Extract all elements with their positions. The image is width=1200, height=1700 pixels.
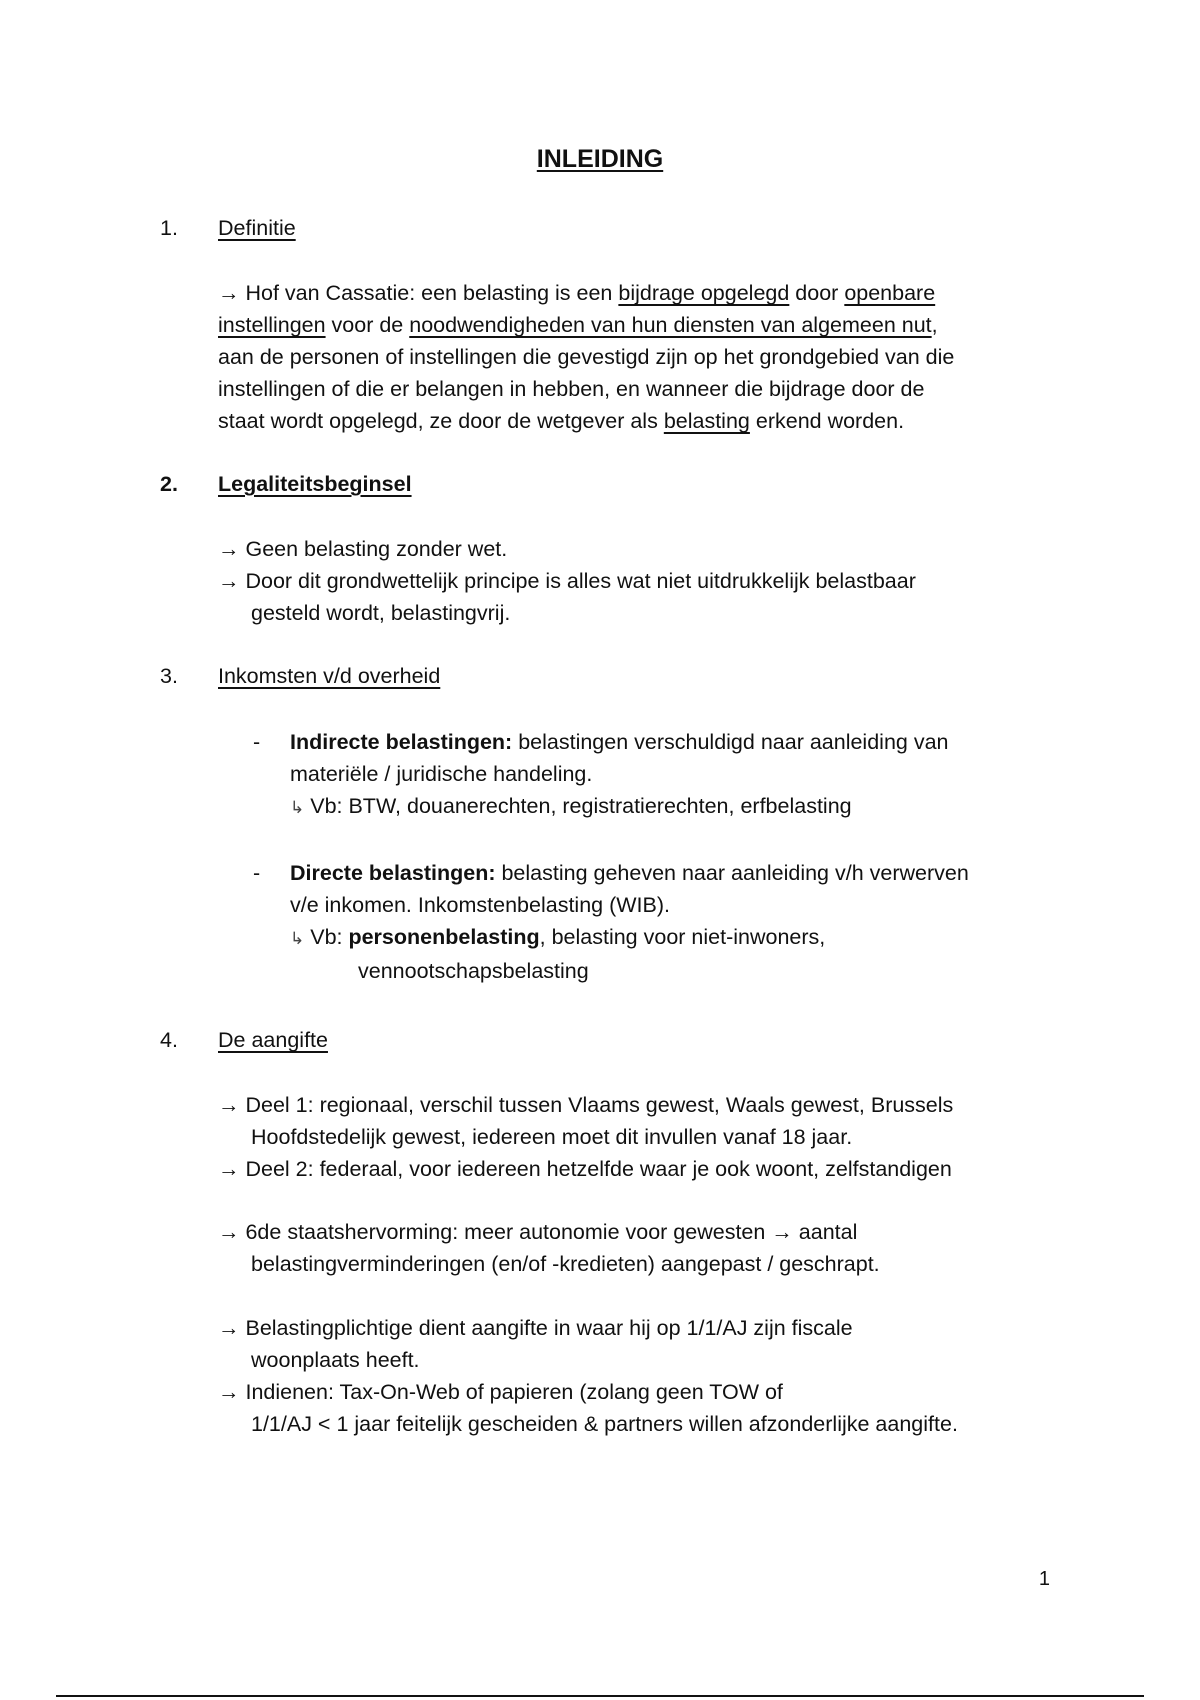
section-label: Definitie [218, 216, 296, 240]
list-item: → Deel 2: federaal, voor iedereen hetzelfde waar je ook woont, zelfstandigen [218, 1157, 952, 1181]
section-label: Legaliteitsbeginsel [218, 472, 412, 496]
list-item: → Geen belasting zonder wet. [218, 537, 508, 561]
bullet-line: Directe belastingen: belasting geheven naar aanleiding v/h verwerven [290, 861, 969, 885]
return-arrow-icon: ↳ [290, 929, 305, 948]
bullet-direct [253, 857, 1103, 997]
list-item-continuation: belastingverminderingen (en/of -kredieten) aangepast / geschrapt. [251, 1252, 880, 1276]
bullet-dash: - [253, 730, 261, 754]
bullet-indirect [253, 726, 1103, 836]
bullet-line: materiële / juridische handeling. [290, 762, 593, 786]
declaration-group-3 [218, 1312, 958, 1440]
list-item: → 6de staatshervorming: meer autonomie voor gewesten → aantal [218, 1220, 858, 1244]
example-line-continuation: vennootschapsbelasting [358, 959, 589, 983]
example-line: ↳ Vb: personenbelasting, belasting voor niet-inwoners, [290, 925, 826, 949]
list-item-continuation: gesteld wordt, belastingvrij. [251, 601, 511, 625]
legality-list [218, 533, 916, 629]
section-number: 1. [160, 216, 178, 240]
list-item-continuation: woonplaats heeft. [251, 1348, 420, 1372]
paragraph-line: aan de personen of instellingen die gevestigd zijn op het grondgebied van die [218, 345, 955, 369]
declaration-group-1 [218, 1089, 953, 1185]
bullet-line: Indirecte belastingen: belastingen verschuldigd naar aanleiding van [290, 730, 949, 754]
section-number: 4. [160, 1028, 178, 1052]
example-line: ↳ Vb: BTW, douanerechten, registratierechten, erfbelasting [290, 794, 852, 818]
list-item: → Deel 1: regionaal, verschil tussen Vlaams gewest, Waals gewest, Brussels [218, 1093, 954, 1117]
list-item: → Belastingplichtige dient aangifte in waar hij op 1/1/AJ zijn fiscale [218, 1316, 853, 1340]
definition-paragraph [218, 277, 954, 437]
list-item: → Door dit grondwettelijk principe is alles wat niet uitdrukkelijk belastbaar [218, 569, 916, 593]
section-number: 2. [160, 472, 178, 496]
footer-divider [56, 1695, 1144, 1697]
bullet-dash: - [253, 861, 261, 885]
declaration-group-2 [218, 1216, 880, 1280]
paragraph-line: instellingen voor de noodwendigheden van hun diensten van algemeen nut, [218, 313, 938, 337]
list-item-continuation: 1/1/AJ < 1 jaar feitelijk gescheiden & partners willen afzonderlijke aangifte. [251, 1412, 958, 1436]
list-item-continuation: Hoofdstedelijk gewest, iedereen moet dit invullen vanaf 18 jaar. [251, 1125, 853, 1149]
paragraph-line: → Hof van Cassatie: een belasting is een bijdrage opgelegd door openbare [218, 281, 936, 305]
return-arrow-icon: ↳ [290, 798, 305, 817]
page-title: INLEIDING [536, 145, 664, 173]
list-item: → Indienen: Tax-On-Web of papieren (zolang geen TOW of [218, 1380, 783, 1404]
section-number: 3. [160, 664, 178, 688]
section-label: Inkomsten v/d overheid [218, 664, 441, 688]
bullet-line: v/e inkomen. Inkomstenbelasting (WIB). [290, 893, 670, 917]
page-number: 1 [1038, 1568, 1050, 1590]
paragraph-line: staat wordt opgelegd, ze door de wetgever als belasting erkend worden. [218, 409, 905, 433]
paragraph-line: instellingen of die er belangen in hebben, en wanneer die bijdrage door de [218, 377, 925, 401]
section-label: De aangifte [218, 1028, 328, 1052]
